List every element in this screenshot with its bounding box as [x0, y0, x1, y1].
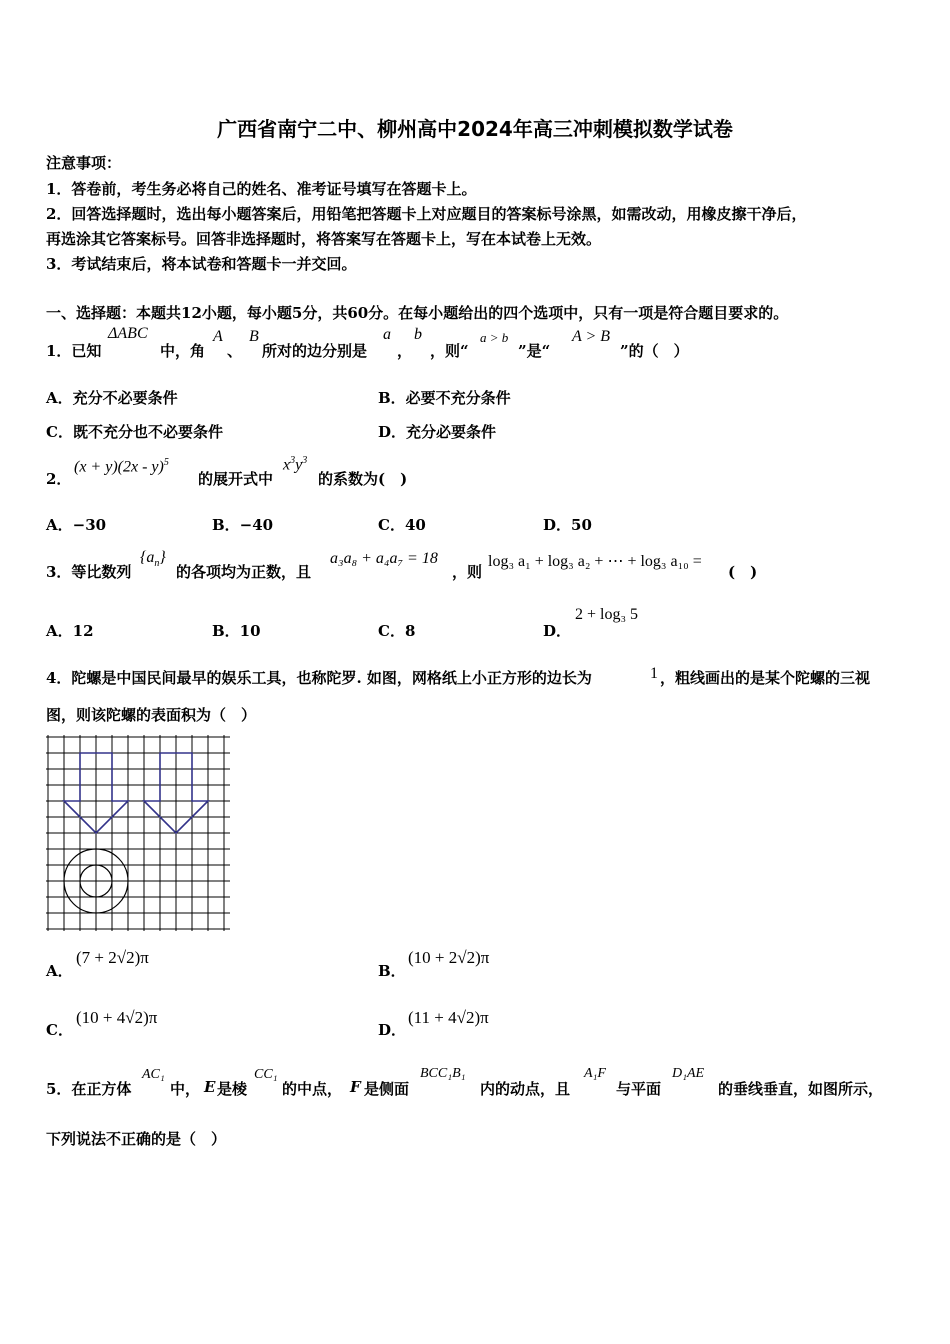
q4-option-c-expr: (10 + 4√2)π: [76, 1008, 158, 1027]
q3-option-b[interactable]: B．10: [212, 622, 261, 640]
q4-option-a-expr: (7 + 2√2)π: [76, 948, 149, 967]
q1-condition-1: a > b: [480, 330, 509, 345]
q5-point-e: E: [204, 1078, 216, 1096]
q2-lead: 2．: [46, 470, 72, 488]
q2-option-d[interactable]: D．50: [543, 516, 592, 534]
q4-option-c[interactable]: C．: [46, 1021, 73, 1039]
q3-text-1: 的各项均为正数，且: [176, 563, 312, 581]
q3-option-c[interactable]: C．8: [378, 622, 416, 640]
q4-option-b[interactable]: B．: [378, 962, 406, 980]
q5-face: BCC₁B₁: [420, 1066, 466, 1081]
grid-lines: [46, 735, 230, 931]
q1-text-1: 中，角: [160, 342, 206, 360]
q2-option-c[interactable]: C．40: [378, 516, 426, 534]
q1-option-d[interactable]: D．充分必要条件: [378, 423, 497, 441]
q1-angle-a: A: [213, 328, 223, 345]
q1-triangle: ΔABC: [108, 325, 148, 342]
q5-lead: 5．在正方体: [46, 1080, 132, 1098]
q5-line-2: 下列说法不正确的是（ ）: [46, 1130, 227, 1148]
q3-option-a[interactable]: A．12: [46, 622, 94, 640]
q1-angle-b: B: [249, 328, 259, 345]
q5-segment: A₁F: [584, 1066, 606, 1081]
q5-text-4: 是侧面: [364, 1080, 410, 1098]
q4-line-2: 图，则该陀螺的表面积为（ ）: [46, 706, 257, 724]
q1-text-5: ，则“: [430, 342, 469, 360]
q2-option-b[interactable]: B．−40: [212, 516, 274, 534]
notice-line-2a: 2．回答选择题时，选出每小题答案后，用铅笔把答题卡上对应题目的答案标号涂黑，如需改动，用橡皮擦干净后，: [46, 205, 807, 223]
section-heading: 一、选择题：本题共12小题，每小题5分，共60分。在每小题给出的四个选项中，只有一项是符合题目要求的。: [46, 304, 789, 322]
q3-sequence: $\{a_n\}$: [140, 549, 166, 570]
q4-three-view-figure: [46, 735, 230, 931]
q3-option-d-expr: 2 + log₃ 5: [575, 606, 639, 623]
q5-text-1: 中，: [170, 1080, 201, 1098]
q1-lead: 1．已知: [46, 342, 102, 360]
q1-option-a[interactable]: A．充分不必要条件: [46, 389, 178, 407]
q3-option-d[interactable]: D．: [543, 622, 572, 640]
q1-text-6: ”是“: [518, 342, 551, 360]
q5-edge: CC₁: [254, 1067, 278, 1082]
q3-product: a₃a₈ + a₄a₇ = 18: [330, 550, 438, 567]
q5-text-5: 内的动点，且: [480, 1080, 571, 1098]
q5-cube: AC₁: [142, 1067, 165, 1082]
q1-option-c[interactable]: C．既不充分也不必要条件: [46, 423, 223, 441]
notice-line-3: 3．考试结束后，将本试卷和答题卡一并交回。: [46, 255, 357, 273]
page-title: 广西省南宁二中、柳州高中2024年高三冲刺模拟数学试卷: [217, 117, 733, 141]
q1-condition-2: A > B: [572, 328, 611, 345]
q5-point-f: F: [350, 1078, 361, 1096]
q2-text-1: 的展开式中: [198, 470, 274, 488]
q1-text-4: ，: [397, 342, 413, 360]
q4-line-1b: ，粗线画出的是某个陀螺的三视: [660, 669, 871, 687]
q5-text-7: 的垂线垂直，如图所示，: [718, 1080, 884, 1098]
q1-option-b[interactable]: B．必要不充分条件: [378, 389, 511, 407]
q2-expression: (x + y)(2x - y)$^5$: [74, 457, 169, 476]
notice-line-2b: 再选涂其它答案标号。回答非选择题时，将答案写在答题卡上，写在本试卷上无效。: [46, 230, 602, 248]
q3-text-2: ，则: [452, 563, 483, 581]
q1-side-b: b: [414, 326, 422, 343]
q4-option-d-expr: (11 + 4√2)π: [408, 1008, 489, 1027]
q1-text-2: 、: [227, 342, 243, 360]
q5-text-3: 的中点，: [282, 1080, 343, 1098]
q4-unit: 1: [650, 665, 658, 682]
q1-text-3: 所对的边分别是: [262, 342, 368, 360]
q5-plane: D₁AE: [672, 1066, 705, 1081]
q4-option-d[interactable]: D．: [378, 1021, 407, 1039]
notice-heading: 注意事项：: [46, 154, 122, 172]
q5-text-2: 是棱: [217, 1080, 248, 1098]
q1-side-a: a: [383, 326, 391, 343]
q4-option-b-expr: (10 + 2√2)π: [408, 948, 490, 967]
q1-text-7: ”的（ ）: [620, 342, 689, 360]
q2-text-2: 的系数为( ): [318, 470, 408, 488]
q5-text-6: 与平面: [616, 1080, 662, 1098]
q3-log-sum: log₃ a₁ + log₃ a₂ + ⋯ + log₃ a₁₀ =: [488, 553, 702, 570]
q3-lead: 3．等比数列: [46, 563, 132, 581]
q2-option-a[interactable]: A．−30: [46, 516, 107, 534]
q2-term: $x^3y^3$: [283, 455, 308, 474]
q4-option-a[interactable]: A．: [46, 962, 73, 980]
q3-text-3: ( ): [728, 563, 758, 581]
notice-line-1: 1．答卷前，考生务必将自己的姓名、准考证号填写在答题卡上。: [46, 180, 477, 198]
q4-line-1a: 4．陀螺是中国民间最早的娱乐工具，也称陀罗. 如图，网格纸上小正方形的边长为: [46, 669, 592, 687]
